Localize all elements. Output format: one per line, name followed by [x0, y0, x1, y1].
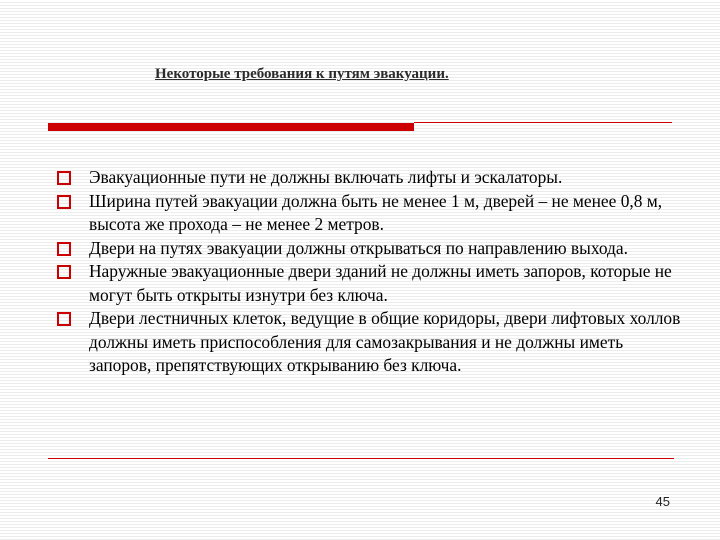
bullet-item — [56, 190, 686, 237]
footer-rule — [48, 458, 674, 459]
slide-title: Некоторые требования к путям эвакуации. — [155, 66, 449, 82]
bullet-item — [56, 260, 686, 307]
title-underline-thin — [414, 122, 672, 123]
page-number: 45 — [655, 494, 670, 509]
bullet-text: Ширина путей эвакуации должна быть не менее 1 м, дверей – не менее 0,8 м, высота же прохода – не менее 2 метров. — [89, 190, 663, 234]
checkbox-bullet-icon — [57, 265, 71, 279]
bullet-text: Наружные эвакуационные двери зданий не должны иметь запоров, которые не могут быть открыты изнутри без ключа. — [89, 261, 672, 305]
bullet-list — [56, 166, 686, 378]
checkbox-bullet-icon — [57, 171, 71, 185]
title-underline-thick — [48, 123, 414, 131]
checkbox-bullet-icon — [57, 312, 71, 326]
checkbox-bullet-icon — [57, 242, 71, 256]
bullet-item — [56, 166, 686, 190]
bullet-item — [56, 307, 686, 378]
checkbox-bullet-icon — [57, 195, 71, 209]
bullet-item — [56, 237, 686, 261]
bullet-text: Эвакуационные пути не должны включать лифты и эскалаторы. — [89, 167, 563, 187]
bullet-text: Двери лестничных клеток, ведущие в общие коридоры, двери лифтовых холлов должны иметь приспособления для самозакрывания и не должны иметь запоров, препятствующих открыванию без ключа. — [89, 308, 681, 375]
bullet-text: Двери на путях эвакуации должны открываться по направлению выхода. — [89, 237, 628, 258]
